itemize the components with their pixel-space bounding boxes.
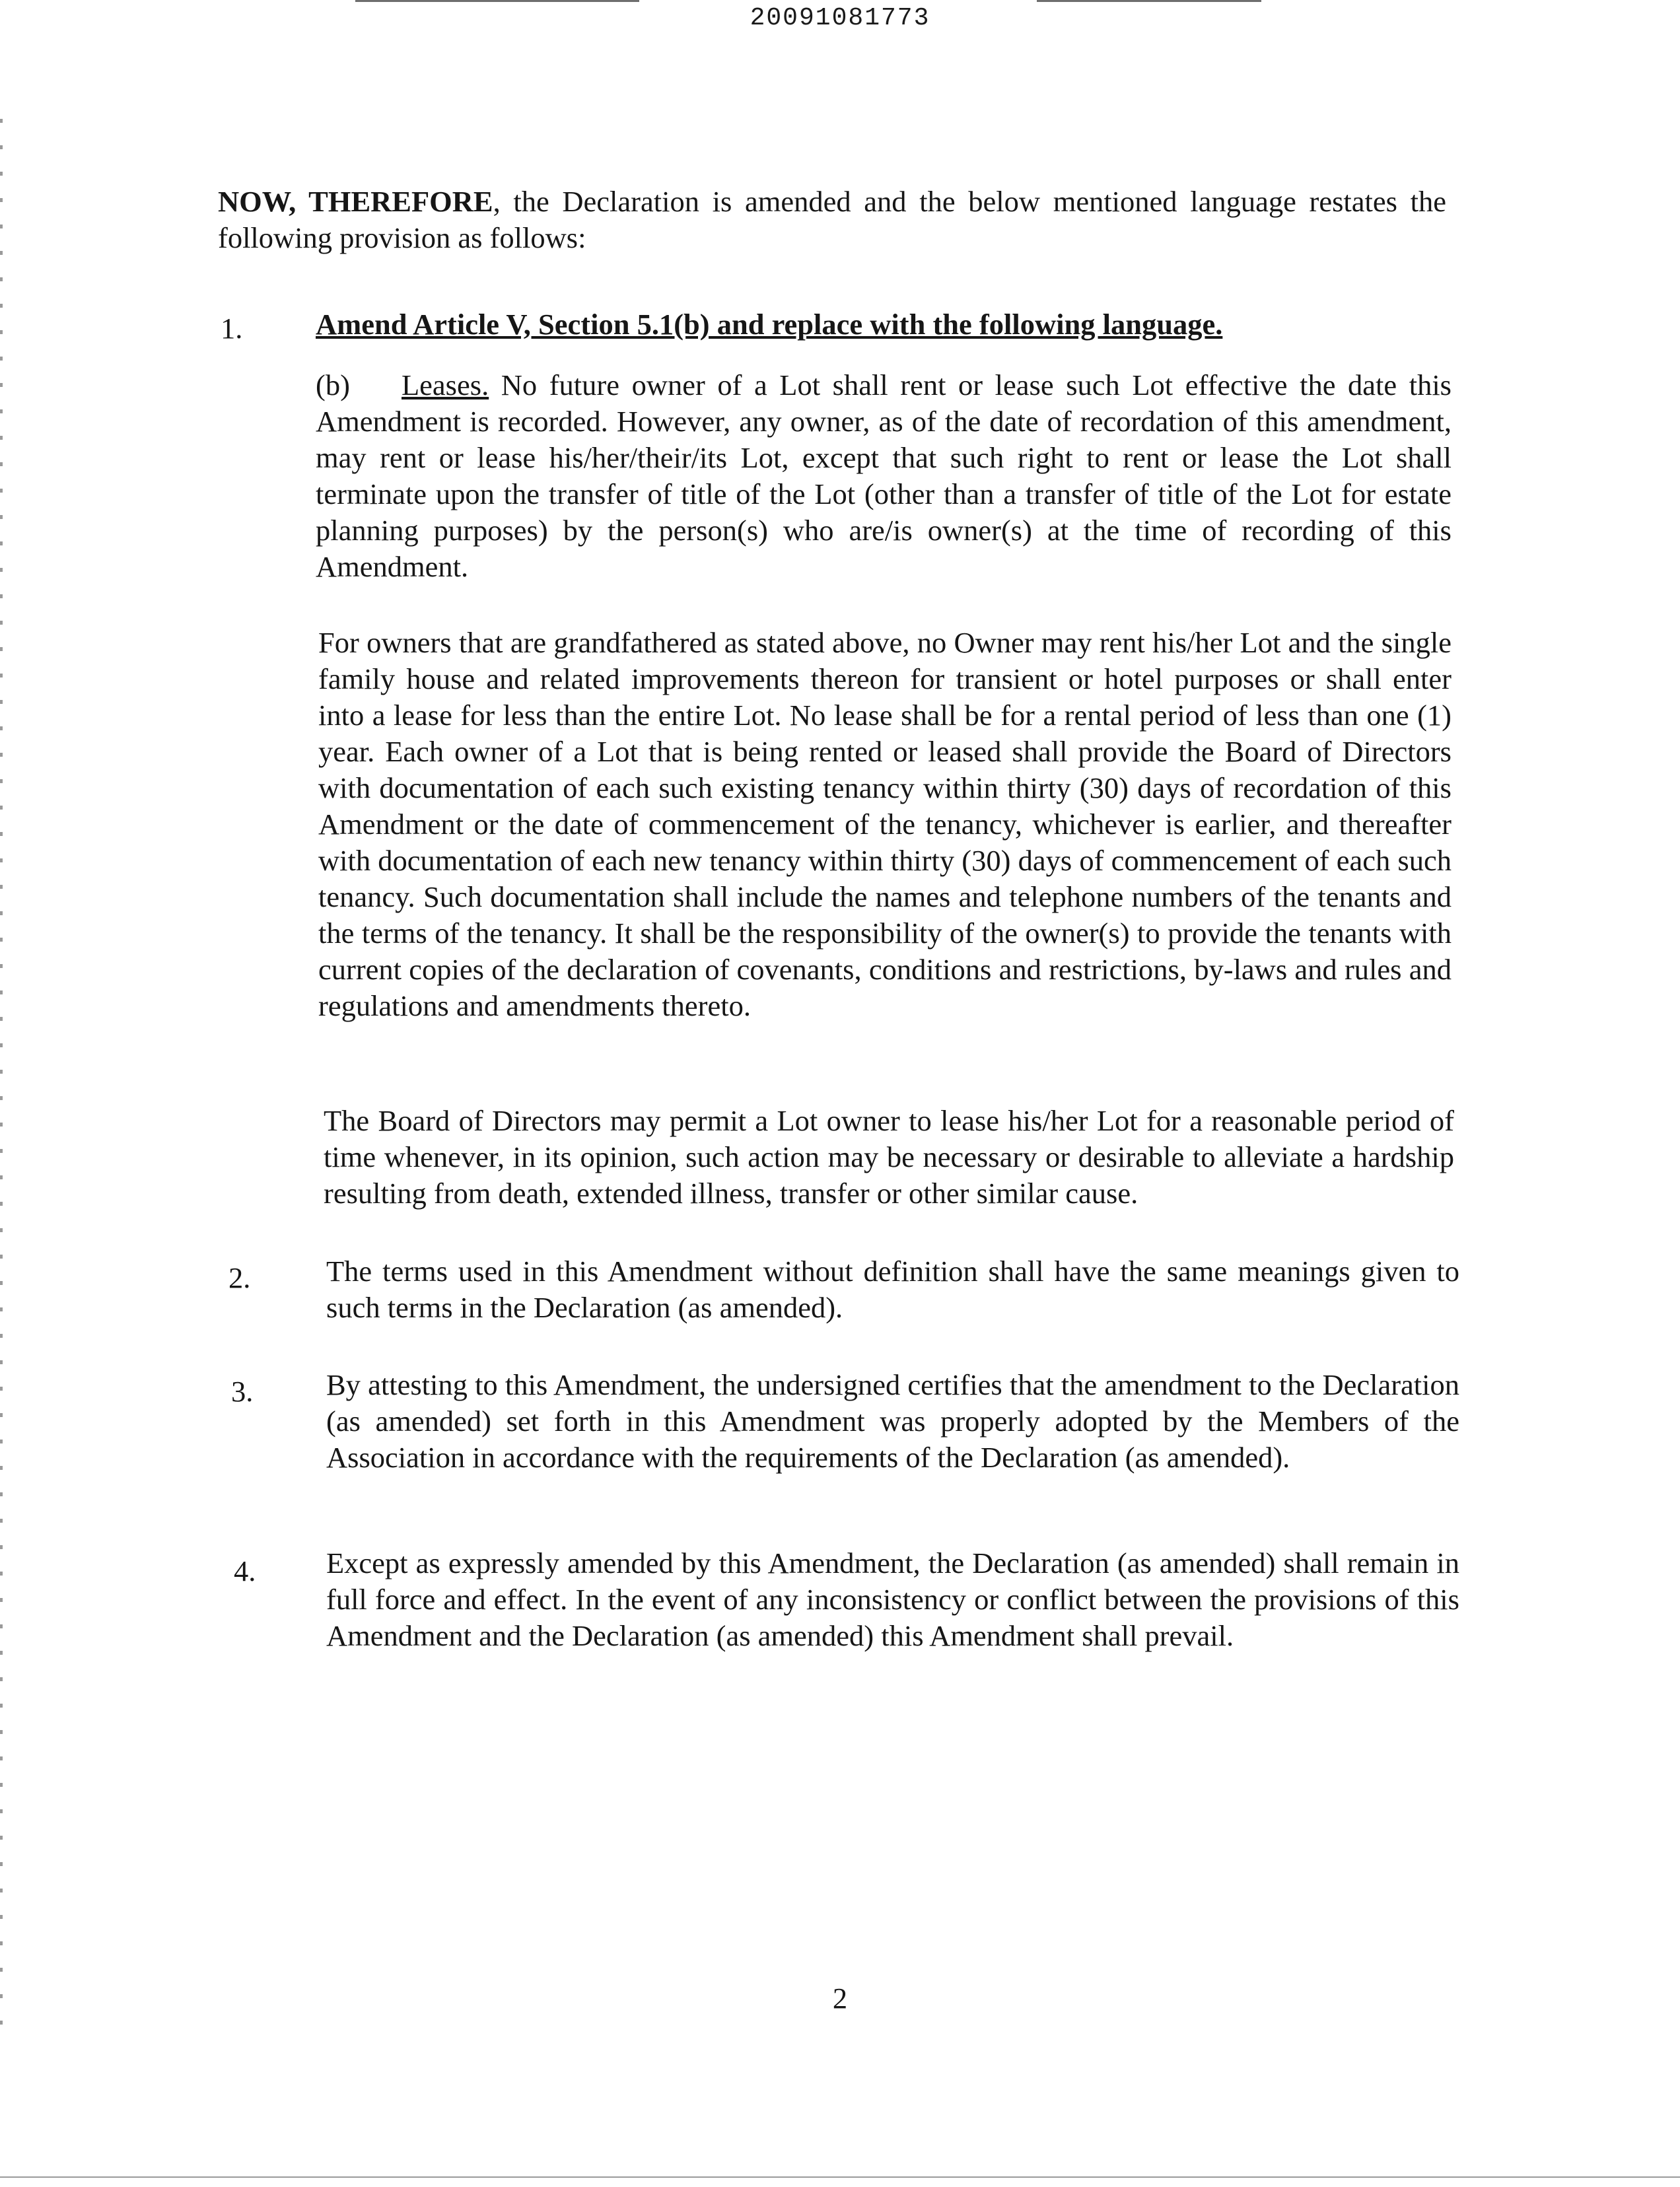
item-2-text: The terms used in this Amendment without definition shall have the same meanings given to such terms in the Declaration (as amended). (326, 1255, 1459, 1324)
intro-lead: NOW, THEREFORE (218, 185, 493, 218)
scan-bottom-edge (0, 2176, 1680, 2178)
item-number-1: 1. (221, 312, 243, 345)
document-number: 20091081773 (750, 4, 930, 32)
leases-text: No future owner of a Lot shall rent or lease such Lot effective the date this Amendment is recorded. However, any owner, as of the date of recordation of this amendment, may rent or lease his/her/their/its Lot, except that such right to rent or lease the Lot shall terminate upon the transfer of title of the Lot (other than a transfer of title of the Lot for estate planning purposes) by the person(s) who are/is owner(s) at the time of recording of this Amendment. (316, 368, 1452, 583)
leases-paragraph (316, 367, 1452, 585)
top-rule-left (355, 0, 639, 2)
hardship-paragraph: The Board of Directors may permit a Lot owner to lease his/her Lot for a reasonable period of time whenever, in its opinion, such action may be necessary or desirable to alleviate a hardship resulting from death, extended illness, transfer or other similar cause. (324, 1104, 1454, 1210)
item-number-3: 3. (231, 1375, 254, 1408)
item-1-heading: Amend Article V, Section 5.1(b) and replace with the following language. (316, 308, 1223, 341)
subsection-label: (b) (316, 368, 350, 401)
item-number-2: 2. (228, 1261, 251, 1294)
page-number: 2 (832, 1982, 848, 2015)
item-3-text: By attesting to this Amendment, the undersigned certifies that the amendment to the Declaration (as amended) set forth in this Amendment was properly adopted by the Members of the Association in accordance with the requirements of the Declaration (as amended). (326, 1368, 1459, 1474)
intro-paragraph (218, 184, 1446, 256)
intro-text: , the Declaration is amended and the below mentioned language restates the following provision as follows: (218, 185, 1446, 254)
left-margin-marks (0, 119, 3, 2034)
top-rule-right (1037, 0, 1261, 2)
item-4-text: Except as expressly amended by this Amendment, the Declaration (as amended) shall remain in full force and effect. In the event of any inconsistency or conflict between the provisions of this Amendment and the Declaration (as amended) this Amendment shall prevail. (326, 1546, 1459, 1652)
item-number-4: 4. (234, 1554, 256, 1587)
grandfathered-owners-paragraph: For owners that are grandfathered as stated above, no Owner may rent his/her Lot and the single family house and related improvements thereon for transient or hotel purposes or shall enter into a lease for less than the entire Lot. No lease shall be for a rental period of less than one (1) year. Each owner of a Lot that is being rented or leased shall provide the Board of Directors with documentation of each such existing tenancy within thirty (30) days of recordation of this Amendment or the date of commencement of the tenancy, whichever is earlier, and thereafter with documentation of each new tenancy within thirty (30) days of commencement of each such tenancy. Such documentation shall include the names and telephone numbers of the tenants and the terms of the tenancy. It shall be the responsibility of the owner(s) to provide the tenants with current copies of the declaration of covenants, conditions and restrictions, by-laws and rules and regulations and amendments thereto. (318, 626, 1452, 1022)
leases-title: Leases. (402, 368, 489, 401)
